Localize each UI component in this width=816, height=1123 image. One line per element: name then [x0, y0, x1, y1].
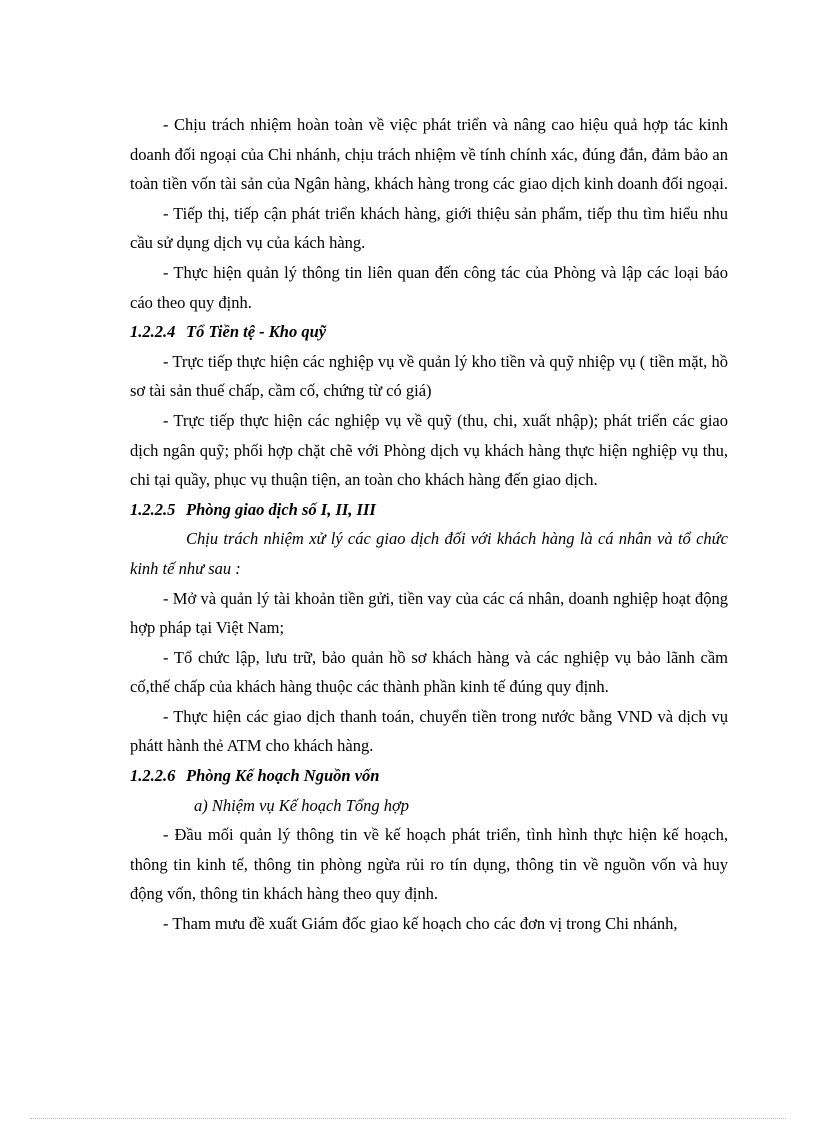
page-bottom-divider	[30, 1118, 786, 1119]
paragraph: - Trực tiếp thực hiện các nghiệp vụ về quỹ (thu, chi, xuất nhập); phát triển các giao dịch ngân quỹ; phối hợp chặt chẽ với Phòng dịch vụ khách hàng thực hiện nghiệp vụ thu, chi tại quầy, phục vụ thuận tiện, an toàn cho khách hàng đến giao dịch.	[130, 410, 728, 490]
section-number: 1.2.2.4	[130, 322, 176, 342]
paragraph: - Đầu mối quản lý thông tin về kế hoạch phát triển, tình hình thực hiện kế hoạch, thông tin kinh tế, thông tin phòng ngừa rủi ro tín dụng, thông tin về nguồn vốn và huy động vốn, thông tin khách hàng theo quy định.	[130, 825, 728, 904]
paragraph: - Tổ chức lập, lưu trữ, bảo quản hồ sơ khách hàng và các nghiệp vụ bảo lãnh cầm cố,thế chấp của khách hàng thuộc các thành phần kinh tế đúng quy định.	[130, 647, 728, 697]
section-heading	[130, 761, 728, 791]
section-title: Phòng Kế hoạch Nguồn vốn	[186, 766, 380, 786]
section-title: Tổ Tiền tệ - Kho quỹ	[186, 322, 327, 342]
section-title: Phòng giao dịch số I, II, III	[186, 499, 376, 519]
section-number: 1.2.2.5	[130, 499, 176, 519]
paragraph: - Thực hiện quản lý thông tin liên quan đến công tác của Phòng và lập các loại báo cáo theo quy định.	[130, 262, 728, 312]
section-number: 1.2.2.6	[130, 766, 176, 786]
paragraph: - Thực hiện các giao dịch thanh toán, chuyển tiền trong nước bằng VND và dịch vụ phátt hành thẻ ATM cho khách hàng.	[130, 706, 728, 756]
paragraph: - Trực tiếp thực hiện các nghiệp vụ về quản lý kho tiền và quỹ nhiệp vụ ( tiền mặt, hồ sơ tài sản thuế chấp, cầm cố, chứng từ có giá)	[130, 351, 728, 401]
paragraph: - Mở và quản lý tài khoản tiền gửi, tiền vay của các cá nhân, doanh nghiệp hoạt động hợp pháp tại Việt Nam;	[130, 588, 728, 638]
document-body	[130, 110, 728, 939]
section-intro: Chịu trách nhiệm xử lý các giao dịch đối với khách hàng là cá nhân và tổ chức kinh tế như sau :	[130, 529, 728, 578]
section-heading	[130, 317, 728, 347]
paragraph: - Tham mưu đề xuất Giám đốc giao kế hoạch cho các đơn vị trong Chi nhánh,	[163, 914, 678, 934]
subheading: a) Nhiệm vụ Kế hoạch Tổng hợp	[194, 795, 410, 815]
paragraph: - Tiếp thị, tiếp cận phát triển khách hàng, giới thiệu sản phẩm, tiếp thu tìm hiểu nhu cầu sử dụng dịch vụ của kách hàng.	[130, 203, 728, 253]
section-heading	[130, 495, 728, 525]
paragraph: - Chịu trách nhiệm hoàn toàn về việc phát triển và nâng cao hiệu quả hợp tác kinh doanh đối ngoại của Chi nhánh, chịu trách nhiệm về tính chính xác, đúng đắn, đảm bảo an toàn tiền vốn tài sản của Ngân hàng, khách hàng trong các giao dịch kinh doanh đối ngoại.	[130, 115, 728, 194]
